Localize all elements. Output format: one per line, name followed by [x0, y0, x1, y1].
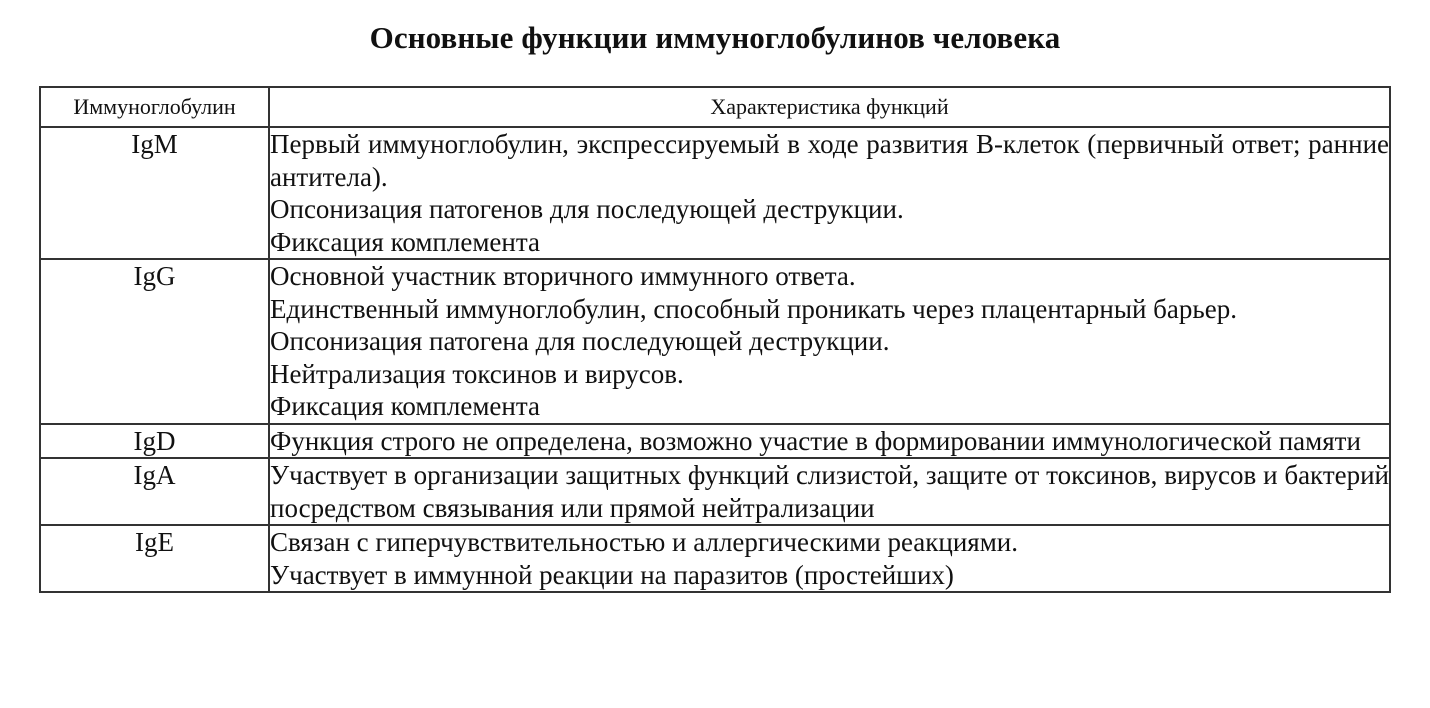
description-line: Нейтрализация токсинов и вирусов. [270, 358, 684, 389]
immunoglobulin-name: IgA [40, 458, 269, 525]
function-description [269, 259, 1390, 424]
description-line: Участвует в иммунной реакции на паразитов (простейших) [270, 559, 954, 590]
header-functions: Характеристика функций [269, 87, 1390, 127]
description-line: Основной участник вторичного иммунного ответа. [270, 261, 856, 291]
description-line: Единственный иммуноглобулин, способный проникать через плацентарный барьер. [270, 293, 1237, 324]
table-row [40, 424, 1390, 459]
table-row [40, 525, 1390, 592]
immunoglobulin-name: IgE [40, 525, 269, 592]
table-header-row [40, 87, 1390, 127]
immunoglobulin-name: IgG [40, 259, 269, 424]
table-row [40, 127, 1390, 259]
description-line: Опсонизация патогенов для последующей деструкции. [270, 194, 904, 224]
function-description [269, 424, 1390, 459]
description-line: Функция строго не определена, возможно участие в формировании иммунологической памяти [270, 425, 1361, 456]
description-line: Участвует в организации защитных функций слизистой, защите от токсинов, вирусов и бактерий посредством связывания или прямой нейтрализации [270, 460, 1389, 523]
function-description [269, 525, 1390, 592]
header-immunoglobulin: Иммуноглобулин [40, 87, 269, 127]
description-line: Опсонизация патогена для последующей деструкции. [270, 326, 890, 356]
table-row [40, 458, 1390, 525]
description-line: Связан с гиперчувствительностью и аллергическими реакциями. [270, 527, 1019, 557]
description-line: Первый иммуноглобулин, экспрессируемый в ходе развития В-клеток (первичный ответ; ранние антитела). [270, 129, 1389, 192]
description-line: Фиксация комплемента [270, 391, 540, 421]
function-description [269, 127, 1390, 259]
immunoglobulin-table [39, 86, 1391, 593]
page-title: Основные функции иммуноглобулинов человека [369, 20, 1061, 55]
immunoglobulin-name: IgM [40, 127, 269, 259]
description-line: Фиксация комплемента [270, 226, 540, 257]
function-description [269, 458, 1390, 525]
table-row [40, 259, 1390, 424]
immunoglobulin-name: IgD [40, 424, 269, 459]
